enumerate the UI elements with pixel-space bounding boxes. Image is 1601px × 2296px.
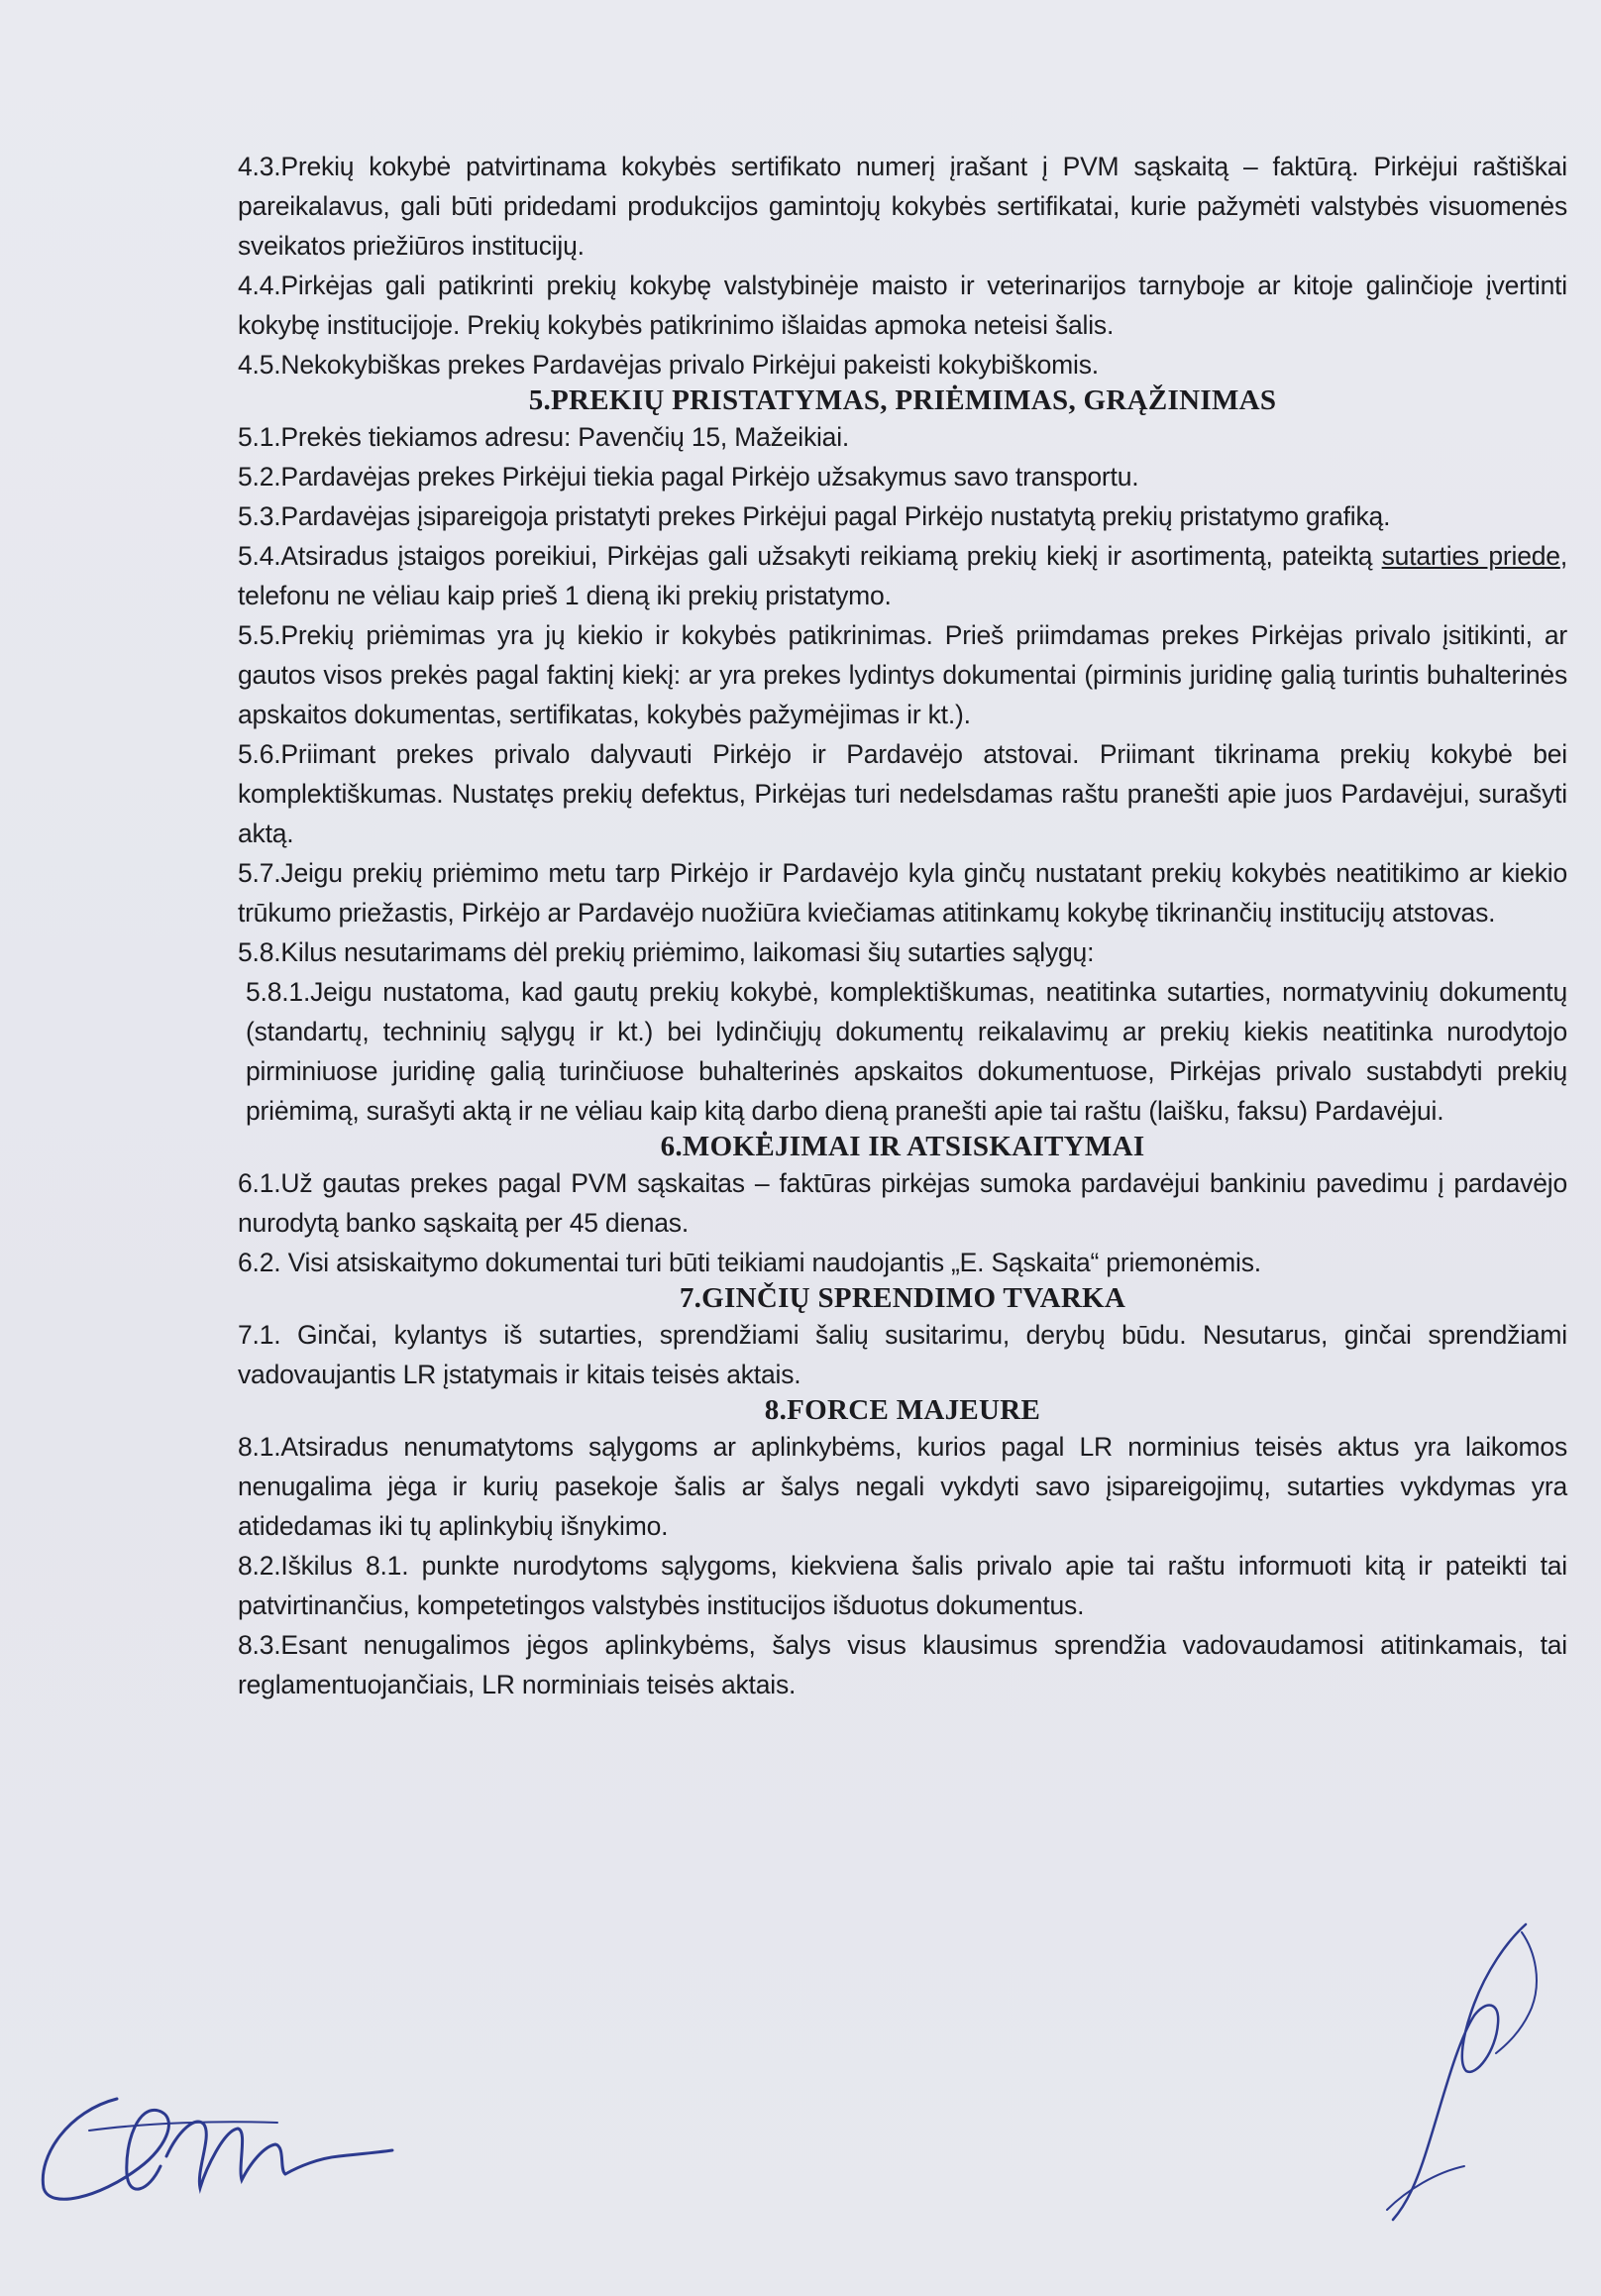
section-6-heading: 6.MOKĖJIMAI IR ATSISKAITYMAI xyxy=(660,1131,1145,1162)
paragraph-4-3: 4.3.Prekių kokybė patvirtinama kokybės sertifikato numerį įrašant į PVM sąskaitą – faktūrą. Pirkėjui raštiškai pareikalavus, gali būti pridedami produkcijos gamintojų kokybės sertifikatai, kurie pažymėti valstybės visuomenės sveikatos priežiūros institucijų. xyxy=(238,152,1567,261)
paragraph-6-1: 6.1.Už gautas prekes pagal PVM sąskaitas – faktūras pirkėjas sumoka pardavėjui bankiniu pavedimu į pardavėjo nurodytą banko sąskaitą per 45 dienas. xyxy=(238,1168,1567,1238)
paragraph-4-4: 4.4.Pirkėjas gali patikrinti prekių kokybę valstybinėje maisto ir veterinarijos tarnyboje ar kitoje galinčioje įvertinti kokybę institucijoje. Prekių kokybės patikrinimo išlaidas apmoka neteisi šalis. xyxy=(238,271,1567,340)
section-5-heading: 5.PREKIŲ PRISTATYMAS, PRIĖMIMAS, GRĄŽINIMAS xyxy=(528,384,1277,416)
paragraph-7-1: 7.1. Ginčai, kylantys iš sutarties, sprendžiami šalių susitarimu, derybų būdu. Nesutarus, ginčai sprendžiami vadovaujantis LR įstatymais ir kitais teisės aktais. xyxy=(238,1320,1567,1389)
signature-left xyxy=(30,2071,396,2220)
paragraph-5-4 xyxy=(238,536,1567,615)
paragraph-8-2: 8.2.Iškilus 8.1. punkte nurodytoms sąlygoms, kiekviena šalis privalo apie tai raštu informuoti kitą ir pateikti tai patvirtinančius, kompetetingos valstybės institucijos išduotus dokumentus. xyxy=(238,1551,1567,1620)
paragraph-5-3: 5.3.Pardavėjas įsipareigoja pristatyti prekes Pirkėjui pagal Pirkėjo nustatytą prekių pristatymo grafiką. xyxy=(238,501,1391,531)
paragraph-8-1: 8.1.Atsiradus nenumatytoms sąlygoms ar aplinkybėms, kurios pagal LR norminius teisės aktus yra laikomos nenugalima jėga ir kurių pasekoje šalis ar šalys negali vykdyti savo įsipareigojimų, sutarties vykdymas yra atidedamas iki tų aplinkybių išnykimo. xyxy=(238,1432,1567,1541)
paragraph-5-8: 5.8.Kilus nesutarimams dėl prekių priėmimo, laikomasi šių sutarties sąlygų: xyxy=(238,937,1095,967)
paragraph-8-3: 8.3.Esant nenugalimos jėgos aplinkybėms, šalys visus klausimus sprendžia vadovaudamosi atitinkamais, tai reglamentuojančiais, LR norminiais teisės aktais. xyxy=(238,1630,1567,1699)
paragraph-5-4-text-start: 5.4.Atsiradus įstaigos poreikiui, Pirkėjas gali užsakyti reikiamą prekių kiekį ir asortimentą, pateiktą xyxy=(238,541,1382,571)
paragraph-6-2: 6.2. Visi atsiskaitymo dokumentai turi būti teikiami naudojantis „E. Sąskaita“ priemonėmis. xyxy=(238,1248,1261,1277)
paragraph-5-2: 5.2.Pardavėjas prekes Pirkėjui tiekia pagal Pirkėjo užsakymus savo transportu. xyxy=(238,462,1139,492)
contract-annex-reference: sutarties priede xyxy=(1381,541,1560,571)
document-body xyxy=(238,147,1567,1704)
paragraph-5-8-1: 5.8.1.Jeigu nustatoma, kad gautų prekių kokybė, komplektiškumas, neatitinka sutarties, normatyvinių dokumentų (standartų, techninių sąlygų ir kt.) bei lydinčiųjų dokumentų reikalavimų ar prekių kiekis neatitinka nurodytojo pirminiuose juridinę galią turinčiuose buhalterinės apskaitos dokumentuose, Pirkėjas privalo sustabdyti prekių priėmimą, surašyti aktą ir ne vėliau kaip kitą darbo dieną pranešti apie tai raštu (laišku, faksu) Pardavėjui. xyxy=(246,977,1567,1126)
section-7-heading: 7.GINČIŲ SPRENDIMO TVARKA xyxy=(679,1282,1126,1314)
section-8-heading: 8.FORCE MAJEURE xyxy=(764,1394,1041,1426)
signature-right xyxy=(1347,1913,1585,2230)
paragraph-5-6: 5.6.Priimant prekes privalo dalyvauti Pirkėjo ir Pardavėjo atstovai. Priimant tikrinama prekių kokybė bei komplektiškumas. Nustatęs prekių defektus, Pirkėjas turi nedelsdamas raštu pranešti apie juos Pardavėjui, surašyti aktą. xyxy=(238,739,1567,848)
paragraph-5-5: 5.5.Prekių priėmimas yra jų kiekio ir kokybės patikrinimas. Prieš priimdamas prekes Pirkėjas privalo įsitikinti, ar gautos visos prekės pagal faktinį kiekį: ar yra prekes lydintys dokumentai (pirminis juridinę galią turintis buhalterinės apskaitos dokumentas, sertifikatas, kokybės pažymėjimas ir kt.). xyxy=(238,620,1567,729)
paragraph-5-1: 5.1.Prekės tiekiamos adresu: Pavenčių 15, Mažeikiai. xyxy=(238,422,850,452)
paragraph-5-4-text-end: , telefonu ne vėliau kaip prieš 1 dieną iki prekių pristatymo. xyxy=(238,541,1567,610)
paragraph-4-5: 4.5.Nekokybiškas prekes Pardavėjas privalo Pirkėjui pakeisti kokybiškomis. xyxy=(238,350,1099,380)
paragraph-5-7: 5.7.Jeigu prekių priėmimo metu tarp Pirkėjo ir Pardavėjo kyla ginčų nustatant prekių kokybės neatitikimo ar kiekio trūkumo priežastis, Pirkėjo ar Pardavėjo nuožiūra kviečiamas atitinkamų kokybę tikrinančių institucijų atstovas. xyxy=(238,858,1567,928)
